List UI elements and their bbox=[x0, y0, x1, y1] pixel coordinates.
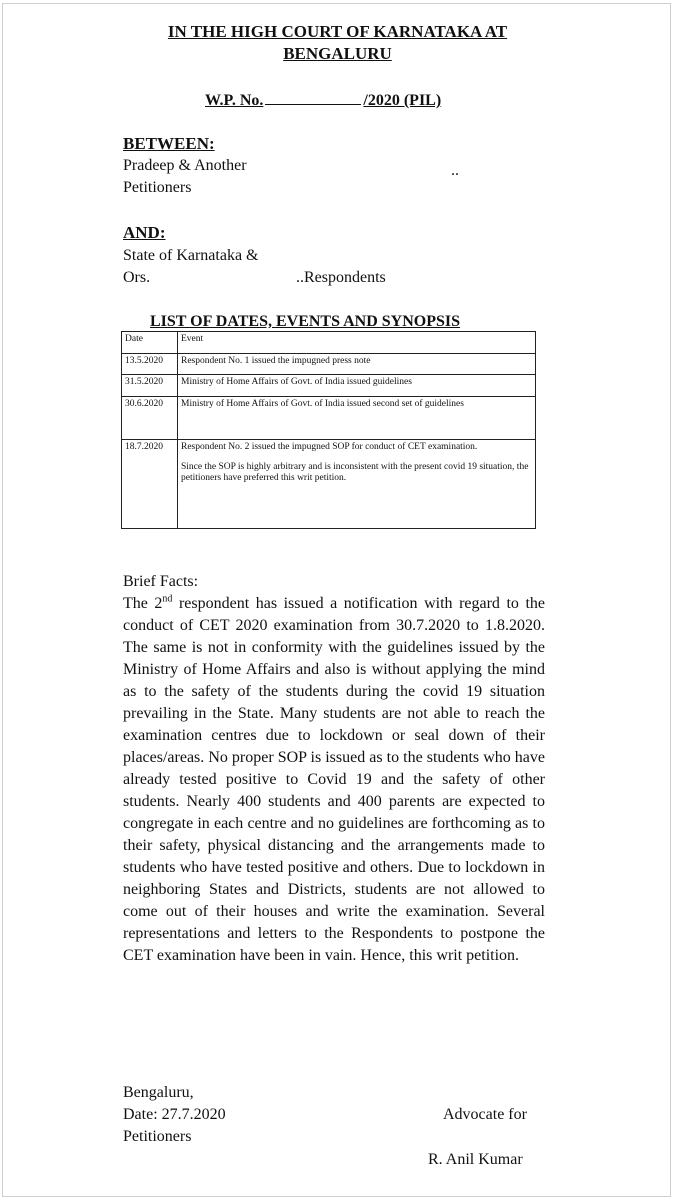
respondents-label: ..Respondents bbox=[296, 269, 386, 286]
header-date: Date bbox=[122, 332, 178, 354]
between-dots: .. bbox=[451, 162, 459, 179]
between-heading: BETWEEN: bbox=[123, 134, 215, 153]
brief-facts-text bbox=[123, 593, 545, 967]
table-row bbox=[122, 440, 536, 529]
court-title-line1: IN THE HIGH COURT OF KARNATAKA AT bbox=[167, 22, 508, 41]
events-table bbox=[121, 331, 536, 529]
footer-petitioners: Petitioners bbox=[123, 1128, 192, 1145]
footer-place: Bengaluru, bbox=[123, 1084, 194, 1101]
brief-facts-heading: Brief Facts: bbox=[123, 573, 199, 590]
respondent-ors: Ors. bbox=[123, 269, 151, 286]
respondent-names: State of Karnataka & bbox=[123, 247, 259, 264]
row-event bbox=[178, 440, 536, 529]
wp-number bbox=[205, 90, 441, 110]
row-date: 30.6.2020 bbox=[122, 397, 178, 440]
footer-date: Date: 27.7.2020 bbox=[123, 1106, 226, 1123]
wp-suffix: /2020 (PIL) bbox=[363, 92, 442, 109]
wp-number-blank bbox=[265, 90, 361, 105]
row-event-text: Respondent No. 2 issued the impugned SOP for conduct of CET examination. bbox=[181, 442, 478, 452]
row-date: 18.7.2020 bbox=[122, 440, 178, 529]
table-row bbox=[122, 397, 536, 440]
brief-text-body: respondent has issued a notification with regard to the conduct of CET 2020 examination from 30.7.2020 to 1.8.2020. The same is not in conformity with the guidelines issued by the Ministry of Home Affairs and also is without applying the mind as to the safety of the students during the covid 19 situation prevailing in the State. Many students are not able to reach the examination centres due to lockdown or seal down of their places/areas. No proper SOP is issued as to the students who have already tested positive to Covid 19 and the safety of other students. Nearly 400 students and 400 parents are expected to congregate in each centre and no guidelines are forthcoming as to their safety, physical distancing and the arrangements made to students who have tested positive and others. Due to lockdown in neighboring States and Districts, students are not allowed to come out of their houses and write the examination. Several representations and letters to the Respondents to postpone the CET examination have been in vain. Hence, this writ petition. bbox=[123, 595, 546, 964]
table-row bbox=[122, 375, 536, 397]
court-title-line2: BENGALURU bbox=[283, 44, 392, 63]
table-header-row bbox=[122, 332, 536, 354]
brief-text-superscript: nd bbox=[162, 593, 173, 605]
row-event-note: Since the SOP is highly arbitrary and is inconsistent with the present covid 19 situation, the petitioners have preferred this writ petition. bbox=[181, 462, 529, 483]
header-event: Event bbox=[178, 332, 536, 354]
brief-text-start: The 2 bbox=[123, 595, 163, 612]
row-event: Respondent No. 1 issued the impugned press note bbox=[178, 354, 536, 375]
brief-facts bbox=[123, 571, 545, 967]
petitioners-label: Petitioners bbox=[123, 179, 192, 196]
row-event: Ministry of Home Affairs of Govt. of India issued second set of guidelines bbox=[178, 397, 536, 440]
table-row bbox=[122, 354, 536, 375]
row-date: 31.5.2020 bbox=[122, 375, 178, 397]
list-of-dates-heading: LIST OF DATES, EVENTS AND SYNOPSIS bbox=[150, 313, 461, 330]
and-heading: AND: bbox=[123, 223, 166, 242]
advocate-name: R. Anil Kumar bbox=[428, 1151, 523, 1168]
petitioner-names: Pradeep & Another bbox=[123, 157, 247, 174]
row-date: 13.5.2020 bbox=[122, 354, 178, 375]
wp-prefix: W.P. No. bbox=[205, 92, 264, 109]
advocate-for: Advocate for bbox=[443, 1106, 527, 1123]
row-event: Ministry of Home Affairs of Govt. of India issued guidelines bbox=[178, 375, 536, 397]
